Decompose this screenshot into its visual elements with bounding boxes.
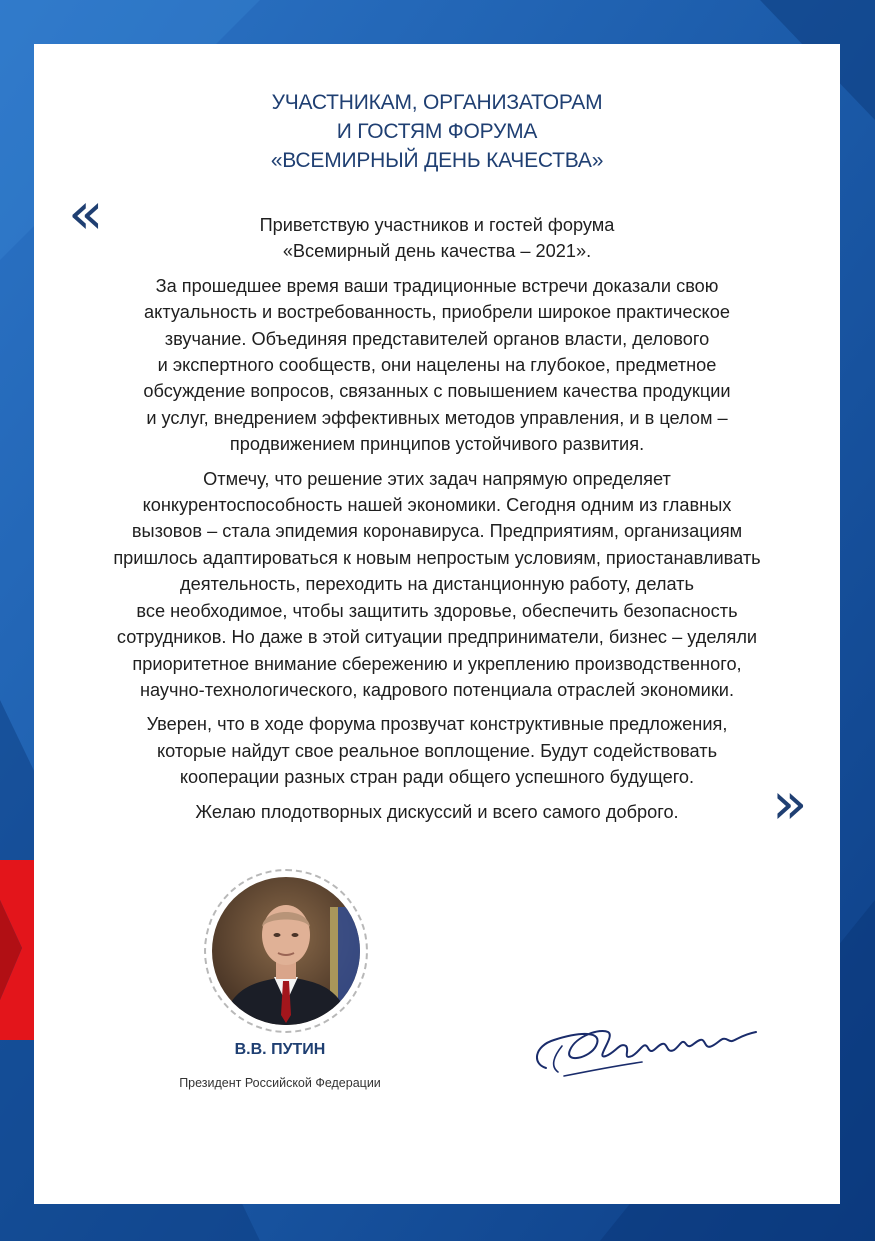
text-line: деятельность, переходить на дистанционную работу, делать <box>180 574 694 595</box>
text-line: Уверен, что в ходе форума прозвучат конструктивные предложения, <box>146 714 728 735</box>
paragraph <box>64 799 810 825</box>
text-line: конкурентоспособность нашей экономики. Сегодня одним из главных <box>142 495 732 516</box>
paragraph <box>64 711 810 790</box>
handwritten-signature <box>524 1006 764 1086</box>
signatory-position: Президент Российской Федерации <box>179 1076 381 1090</box>
text-line: научно-технологического, кадрового потенциала отраслей экономики. <box>139 679 735 700</box>
text-line: сотрудников. Но даже в этой ситуации предприниматели, бизнес – уделяли <box>116 627 758 648</box>
portrait-photo <box>212 877 360 1025</box>
text-line: приоритетное внимание сбережению и укреплению производственного, <box>132 653 742 674</box>
opening-quote-icon: « <box>68 179 104 247</box>
text-line: За прошедшее время ваши традиционные встречи доказали свою <box>155 275 719 296</box>
text-line: и услуг, внедрением эффективных методов управления, и в целом – <box>146 407 728 428</box>
portrait-illustration <box>212 877 360 1025</box>
signatory-name: В.В. ПУТИН <box>234 1041 326 1058</box>
text-line: которые найдут свое реальное воплощение. Будут содействовать <box>156 740 718 761</box>
paragraph <box>64 466 810 704</box>
text-line: продвижением принципов устойчивого развития. <box>229 434 645 455</box>
portrait-frame <box>204 869 368 1033</box>
text-line: обсуждение вопросов, связанных с повышением качества продукции <box>143 381 731 402</box>
text-line: Желаю плодотворных дискуссий и всего самого доброго. <box>195 801 679 822</box>
paragraph <box>64 212 810 265</box>
text-line: Приветствую участников и гостей форума <box>259 215 615 235</box>
text-line: вызовов – стала эпидемия коронавируса. Предприятиям, организациям <box>131 521 743 542</box>
letter-body <box>64 212 810 837</box>
letter-sheet <box>34 44 840 1204</box>
text-line: все необходимое, чтобы защитить здоровье, обеспечить безопасность <box>136 600 738 621</box>
closing-quote-icon: » <box>772 769 808 837</box>
text-line: актуальность и востребованность, приобрели широкое практическое <box>144 302 730 323</box>
letter-title <box>34 88 840 175</box>
text-line: звучание. Объединяя представителей органов власти, делового <box>164 328 710 349</box>
paragraph <box>64 273 810 458</box>
text-line: кооперации разных стран ради общего успешного будущего. <box>179 767 695 788</box>
text-line: и экспертного сообществ, они нацелены на глубокое, предметное <box>157 355 717 376</box>
title-line: «ВСЕМИРНЫЙ ДЕНЬ КАЧЕСТВА» <box>270 149 604 172</box>
text-line: «Всемирный день качества – 2021». <box>282 241 592 262</box>
title-line: УЧАСТНИКАМ, ОРГАНИЗАТОРАМ <box>271 91 603 114</box>
text-line: пришлось адаптироваться к новым непростым условиям, приостанавливать <box>113 547 761 568</box>
text-line: Отмечу, что решение этих задач напрямую определяет <box>203 468 671 489</box>
title-line: И ГОСТЯМ ФОРУМА <box>336 120 538 143</box>
